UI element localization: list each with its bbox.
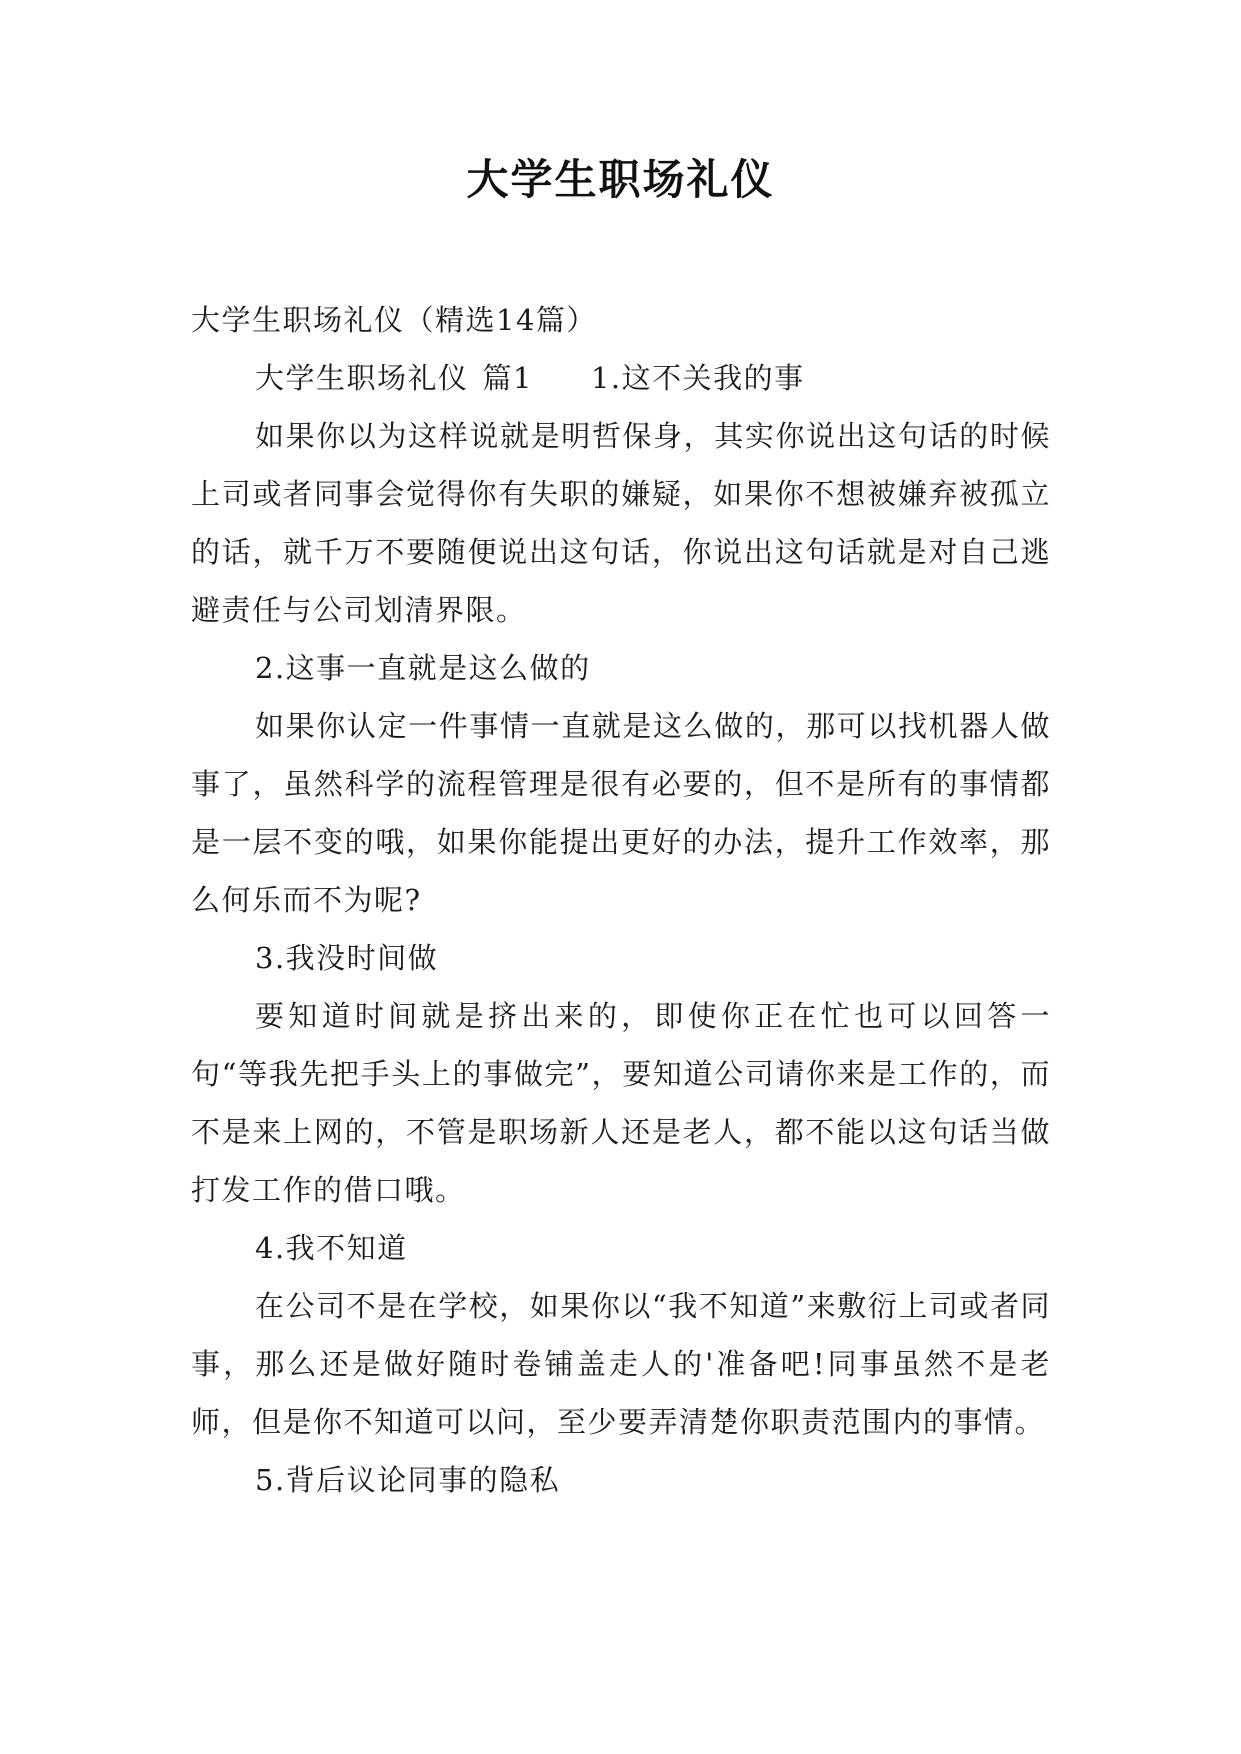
section-number: 篇1 <box>482 361 533 395</box>
first-item-heading: 1.这不关我的事 <box>590 361 805 395</box>
section-heading <box>191 349 1051 407</box>
document-body <box>191 291 1051 1509</box>
item-heading: 3.我没时间做 <box>255 941 439 975</box>
section-name: 大学生职场礼仪 <box>255 361 469 395</box>
document-subtitle: 大学生职场礼仪（精选14篇） <box>191 303 597 337</box>
paragraph: 如果你以为这样说就是明哲保身，其实你说出这句话的时候上司或者同事会觉得你有失职的嫌疑，如果你不想被嫌弃被孤立的话，就千万不要随便说出这句话，你说出这句话就是对自己逃避责任与公司划清界限。 <box>191 419 1051 627</box>
item-heading: 5.背后议论同事的隐私 <box>255 1463 561 1497</box>
document-title: 大学生职场礼仪 <box>466 155 775 204</box>
paragraph: 在公司不是在学校，如果你以“我不知道”来敷衍上司或者同事，那么还是做好随时卷铺盖走人的'准备吧!同事虽然不是老师，但是你不知道可以问，至少要弄清楚你职责范围内的事情。 <box>191 1289 1051 1439</box>
item-heading: 2.这事一直就是这么做的 <box>255 651 591 685</box>
paragraph: 要知道时间就是挤出来的，即使你正在忙也可以回答一句“等我先把手头上的事做完”，要知道公司请你来是工作的，而不是来上网的，不管是职场新人还是老人，都不能以这句话当做打发工作的借口哦。 <box>191 999 1051 1207</box>
paragraph: 如果你认定一件事情一直就是这么做的，那可以找机器人做事了，虽然科学的流程管理是很有必要的，但不是所有的事情都是一层不变的哦，如果你能提出更好的办法，提升工作效率，那么何乐而不为呢? <box>191 709 1051 917</box>
item-heading: 4.我不知道 <box>255 1231 408 1265</box>
